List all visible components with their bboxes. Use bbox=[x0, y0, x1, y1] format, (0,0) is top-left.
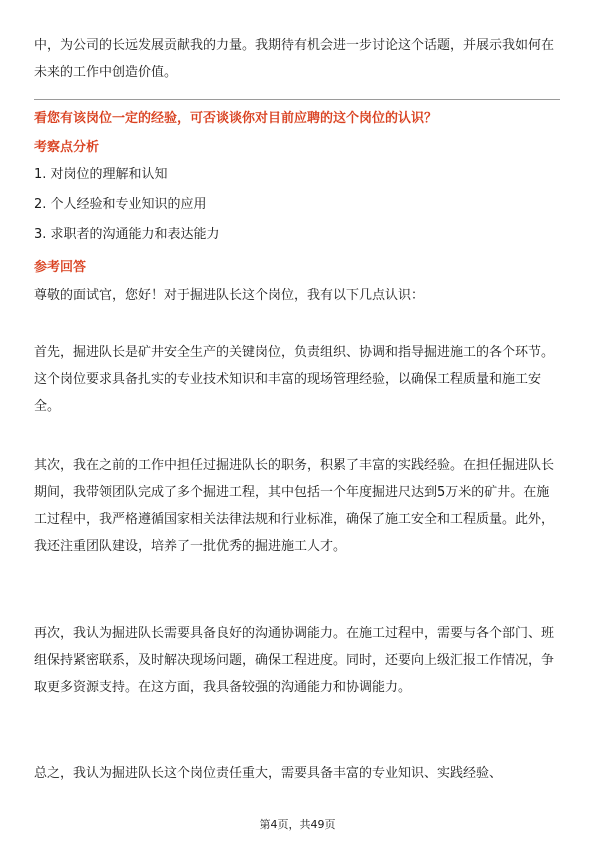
question-heading: 看您有该岗位一定的经验，可否谈谈你对目前应聘的这个岗位的认识？ bbox=[34, 111, 438, 126]
answer-paragraph-third: 再次，我认为掘进队长需要具备良好的沟通协调能力。在施工过程中，需要与各个部门、班组保持紧密联系，及时解决现场问题，确保工程进度。同时，还要向上级汇报工作情况，争取更多资源支持。在这方面，我具备较强的沟通能力和协调能力。 bbox=[34, 626, 555, 695]
analysis-list bbox=[34, 160, 560, 250]
answer-paragraph-conclusion: 总之，我认为掘进队长这个岗位责任重大，需要具备丰富的专业知识、实践经验、 bbox=[34, 766, 503, 781]
answer-paragraph-second: 其次，我在之前的工作中担任过掘进队长的职务，积累了丰富的实践经验。在担任掘进队长期间，我带领团队完成了多个掘进工程，其中包括一个年度掘进尺达到5万米的矿井。在施工过程中，我严格遵循国家相关法律法规和行业标准，确保了施工安全和工程质量。此外，我还注重团队建设，培养了一批优秀的掘进施工人才。 bbox=[34, 458, 555, 554]
analysis-item: 2. 个人经验和专业知识的应用 bbox=[34, 197, 207, 212]
analysis-item: 3. 求职者的沟通能力和表达能力 bbox=[34, 227, 220, 242]
analysis-heading: 考察点分析 bbox=[34, 140, 100, 155]
answer-greeting: 尊敬的面试官，您好！对于掘进队长这个岗位，我有以下几点认识： bbox=[34, 288, 425, 303]
intro-paragraph: 中，为公司的长远发展贡献我的力量。我期待有机会进一步讨论这个话题，并展示我如何在未来的工作中创造价值。 bbox=[34, 38, 555, 80]
page-number-footer: 第4页，共49页 bbox=[259, 818, 336, 831]
answer-heading: 参考回答 bbox=[34, 260, 87, 275]
answer-paragraph-first: 首先，掘进队长是矿井安全生产的关键岗位，负责组织、协调和指导掘进施工的各个环节。这个岗位要求具备扎实的专业技术知识和丰富的现场管理经验，以确保工程质量和施工安全。 bbox=[34, 345, 555, 414]
analysis-item: 1. 对岗位的理解和认知 bbox=[34, 167, 168, 182]
section-divider bbox=[34, 99, 560, 100]
